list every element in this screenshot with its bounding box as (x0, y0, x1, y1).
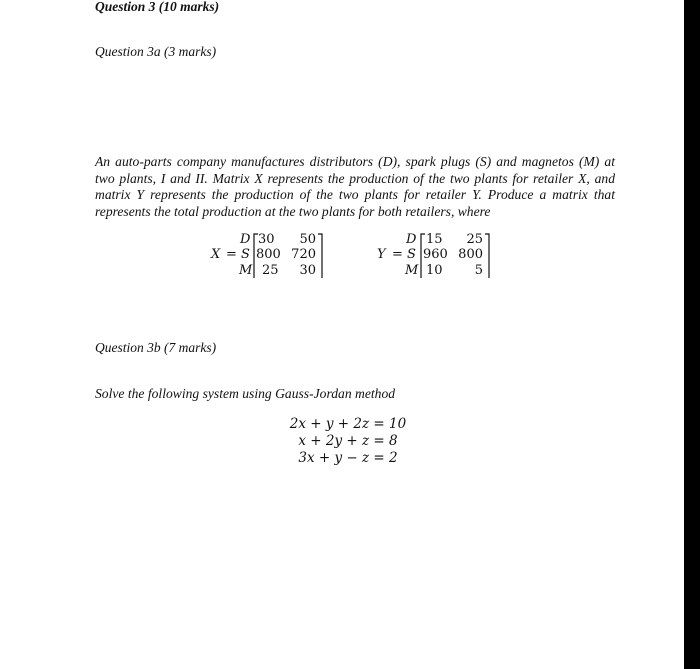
matrix-y-cell: 25 (466, 232, 483, 247)
matrix-x-cell: 25 (262, 263, 279, 278)
matrix-x-name: X (211, 247, 221, 262)
matrix-y-cell: 5 (474, 263, 483, 278)
matrix-x-row-label: M (239, 263, 253, 278)
matrix-y-cell: 15 (426, 232, 443, 247)
matrix-x-cell: 30 (299, 263, 316, 278)
paragraph-line: two plants, I and II. Matrix X represents the production of the two plants for retailer X, and (95, 170, 615, 186)
question-3a-title: Question 3a (3 marks) (95, 44, 217, 59)
matrix-y-right-bracket (484, 233, 492, 279)
matrix-x-cell: 720 (291, 247, 316, 262)
viewer-edge-bar (684, 0, 700, 669)
matrix-x-equals: = (226, 247, 237, 262)
paragraph-line: represents the total production at the two plants for both retailers, where (95, 203, 491, 219)
matrix-y-cell: 960 (423, 247, 448, 262)
paragraph-line: matrix Y represents the production of the two plants for retailer Y. Produce a matrix that (95, 187, 615, 203)
equation-line: x + 2y + z = 8 (298, 433, 398, 449)
question-3-title: Question 3 (10 marks) (95, 0, 220, 14)
paragraph-line: An auto-parts company manufactures distributors (D), spark plugs (S) and magnetos (M) at (95, 154, 615, 169)
question-3a-paragraph (95, 154, 615, 220)
equation-line: 2x + y + 2z = 10 (289, 416, 407, 432)
matrix-y-row-label: S (407, 247, 416, 262)
matrix-x-cell: 50 (299, 232, 316, 247)
matrix-x-row-label: S (241, 247, 250, 262)
matrix-x-right-bracket (317, 233, 325, 279)
matrix-x-row-label: D (240, 232, 251, 247)
matrix-y-row-label: M (405, 263, 419, 278)
question-3b-instruction: Solve the following system using Gauss-Jordan method (95, 386, 396, 401)
matrix-x-cell: 30 (258, 232, 275, 247)
matrix-y-name: Y (377, 247, 386, 262)
matrix-x-cell: 800 (256, 247, 281, 262)
matrix-y-row-label: D (406, 232, 417, 247)
equation-line: 3x + y − z = 2 (298, 450, 398, 466)
matrix-y-cell: 10 (426, 263, 443, 278)
matrix-y-equals: = (392, 247, 403, 262)
matrix-y-cell: 800 (458, 247, 483, 262)
question-3b-title: Question 3b (7 marks) (95, 340, 217, 355)
